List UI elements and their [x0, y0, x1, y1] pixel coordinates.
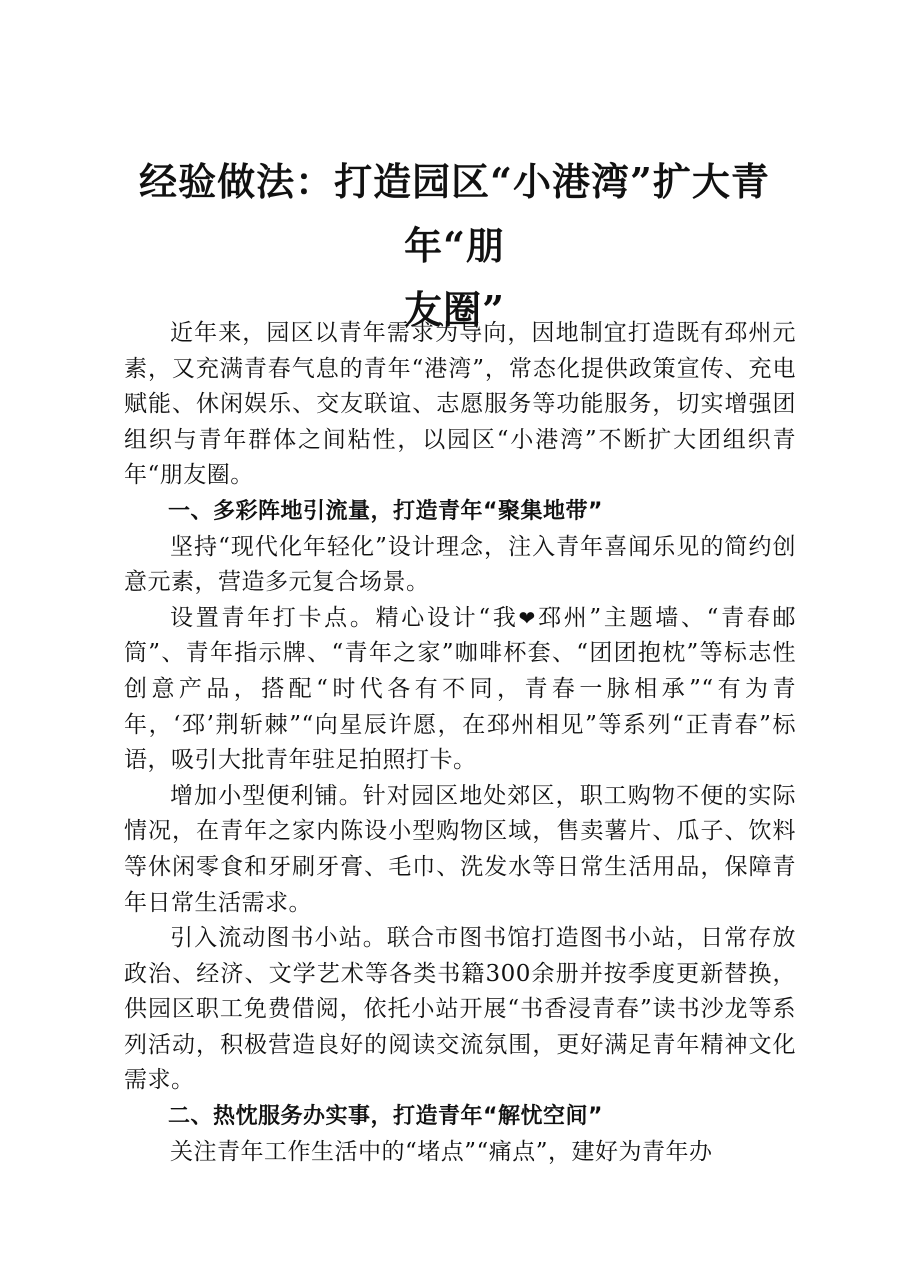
document-body [124, 316, 796, 1170]
paragraph-1: 坚持“现代化年轻化”设计理念，注入青年喜闻乐见的简约创意元素，营造多元复合场景。 [124, 533, 796, 596]
paragraph-3: 增加小型便利铺。针对园区地处郊区，职工购物不便的实际情况，在青年之家内陈设小型购物区域，售卖薯片、瓜子、饮料等休闲零食和牙刷牙膏、毛巾、洗发水等日常生活用品，保障青年日常生活需求。 [124, 782, 796, 916]
title-line-2: 友圈” [404, 287, 505, 332]
section-heading-2: 二、热忱服务办实事，打造青年“解忧空间” [168, 1104, 603, 1130]
paragraph-2-start: 设置青年打卡点。精心设计“我 [170, 604, 519, 631]
heart-icon: ❤ [518, 605, 538, 630]
paragraph-4: 引入流动图书小站。联合市图书馆打造图书小站，日常存放政治、经济、文学艺术等各类书籍300余册并按季度更新替换，供园区职工免费借阅，依托小站开展“书香浸青春”读书沙龙等系列活动，积极营造良好的阅读交流氛围，更好满足青年精神文化需求。 [124, 925, 796, 1094]
title-line-1: 经验做法：打造园区“小港湾”扩大青年“朋 [139, 159, 770, 268]
document-title [100, 150, 809, 342]
paragraph-5: 关注青年工作生活中的“堵点”“痛点”，建好为青年办 [170, 1138, 713, 1165]
paragraph-2-rest: 邳州”主题墙、“青春邮筒”、青年指示牌、“青年之家”咖啡杯套、“团团抱枕”等标志性创意产品，搭配“时代各有不同，青春一脉相承”“有为青年，‘邳’荆斩棘”“向星辰许愿，在邳州相见”等系列“正青春”标语，吸引大批青年驻足拍照打卡。 [124, 604, 796, 774]
intro-paragraph: 近年来，园区以青年需求为导向，因地制宜打造既有邳州元素，又充满青春气息的青年“港湾”，常态化提供政策宣传、充电赋能、休闲娱乐、交友联谊、志愿服务等功能服务，切实增强团组织与青年群体之间粘性，以园区“小港湾”不断扩大团组织青年“朋友圈。 [124, 320, 796, 489]
section-heading-1: 一、多彩阵地引流量，打造青年“聚集地带” [168, 498, 603, 524]
paragraph-2 [124, 601, 796, 779]
